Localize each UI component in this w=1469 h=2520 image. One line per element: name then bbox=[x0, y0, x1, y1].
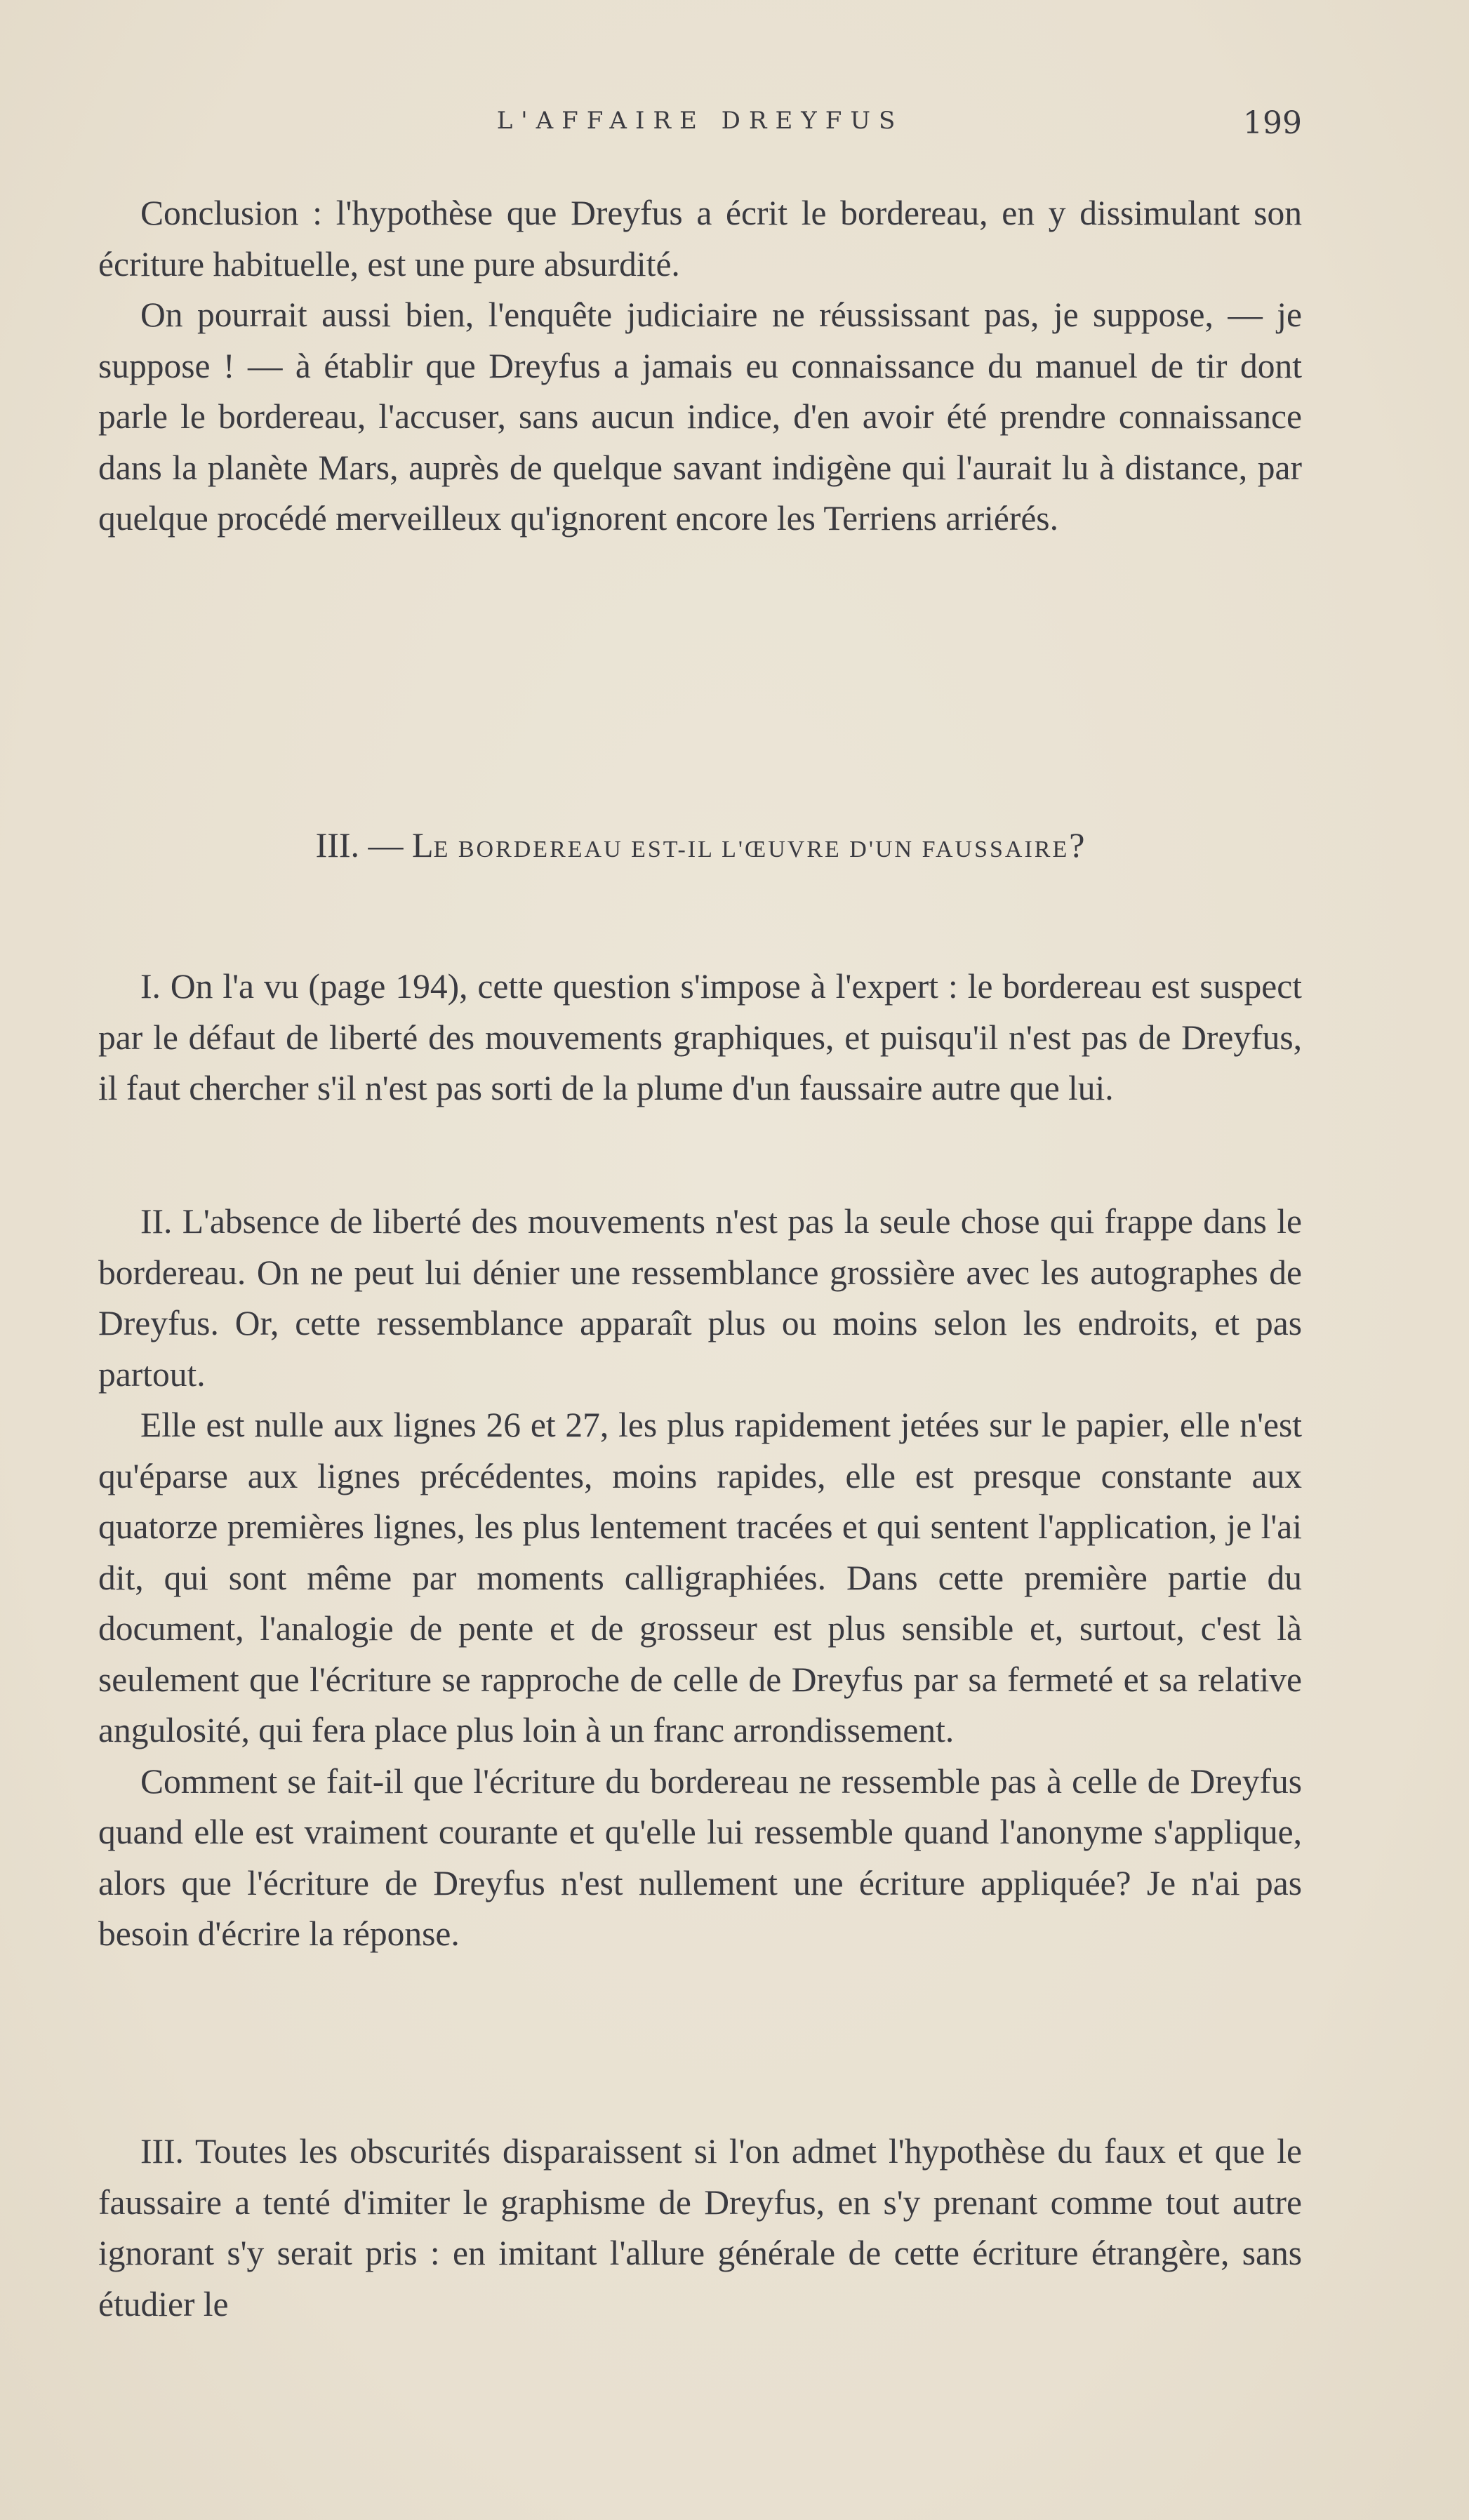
paragraph-point-2: II. L'absence de liberté des mouvements n'est pas la seule chose qui frappe dans le bordereau. On ne peut lui dénier une ressemblance grossière avec les autographes de Dreyfus. Or, cette ressemblance apparaît plus ou moins selon les endroits, et pas partout. bbox=[98, 1202, 1302, 1394]
section-heading-title: E BORDEREAU EST-IL L'ŒUVRE D'UN FAUSSAIRE bbox=[433, 836, 1070, 862]
paragraph-point-3: III. Toutes les obscurités disparaissent si l'on admet l'hypothèse du faux et que le faussaire a tenté d'imiter le graphisme de Dreyfus, en s'y prenant comme tout autre ignorant s'y serait pris : en imitant l'allure générale de cette écriture étrangère, sans étudier le bbox=[98, 2132, 1302, 2324]
text-block-conclusion bbox=[98, 188, 1302, 545]
paragraph-mars: On pourrait aussi bien, l'enquête judiciaire ne réussissant pas, je suppose, — je suppose ! — à établir que Dreyfus a jamais eu connaissance du manuel de tir dont parle le bordereau, l'accuser, sans aucun indice, d'en avoir été prendre connaissance dans la planète Mars, auprès de quelque savant indigène qui l'aurait lu à distance, par quelque procédé merveilleux qu'ignorent encore les Terriens arriérés. bbox=[98, 295, 1302, 538]
paragraph-point-1: I. On l'a vu (page 194), cette question s'impose à l'expert : le bordereau est suspect par le défaut de liberté des mouvements graphiques, et puisqu'il n'est pas de Dreyfus, il faut chercher s'il n'est pas sorti de la plume d'un faussaire autre que lui. bbox=[98, 967, 1302, 1107]
text-block-point-2 bbox=[98, 1196, 1302, 1960]
section-heading bbox=[98, 820, 1302, 875]
page-number: 199 bbox=[1243, 105, 1302, 141]
running-title: L'AFFAIRE DREYFUS bbox=[496, 107, 904, 135]
section-heading-number: III. — L bbox=[315, 825, 434, 865]
text-block-point-1 bbox=[98, 961, 1302, 1114]
text-block-point-3 bbox=[98, 2126, 1302, 2330]
paragraph-conclusion: Conclusion : l'hypothèse que Dreyfus a écrit le bordereau, en y dissimulant son écriture habituelle, est une pure absurdité. bbox=[98, 194, 1302, 284]
running-head bbox=[98, 105, 1302, 147]
section-heading-end: ? bbox=[1069, 825, 1085, 865]
paragraph-question: Comment se fait-il que l'écriture du bordereau ne ressemble pas à celle de Dreyfus quand elle est vraiment courante et qu'elle lui ressemble quand l'anonyme s'applique, alors que l'écriture de Dreyfus n'est nullement une écriture appliquée? Je n'ai pas besoin d'écrire la réponse. bbox=[98, 1761, 1302, 1953]
paragraph-lines: Elle est nulle aux lignes 26 et 27, les plus rapidement jetées sur le papier, elle n'est qu'éparse aux lignes précédentes, moins rapides, elle est presque constante aux quatorze premières lignes, les plus lentement tracées et qui sentent l'application, je l'ai dit, qui sont même par moments calligraphiées. Dans cette première partie du document, l'analogie de pente et de grosseur est plus sensible et, surtout, c'est là seulement que l'écriture se rapproche de celle de Dreyfus par sa fermeté et sa relative angulosité, qui fera place plus loin à un franc arrondissement. bbox=[98, 1406, 1302, 1749]
